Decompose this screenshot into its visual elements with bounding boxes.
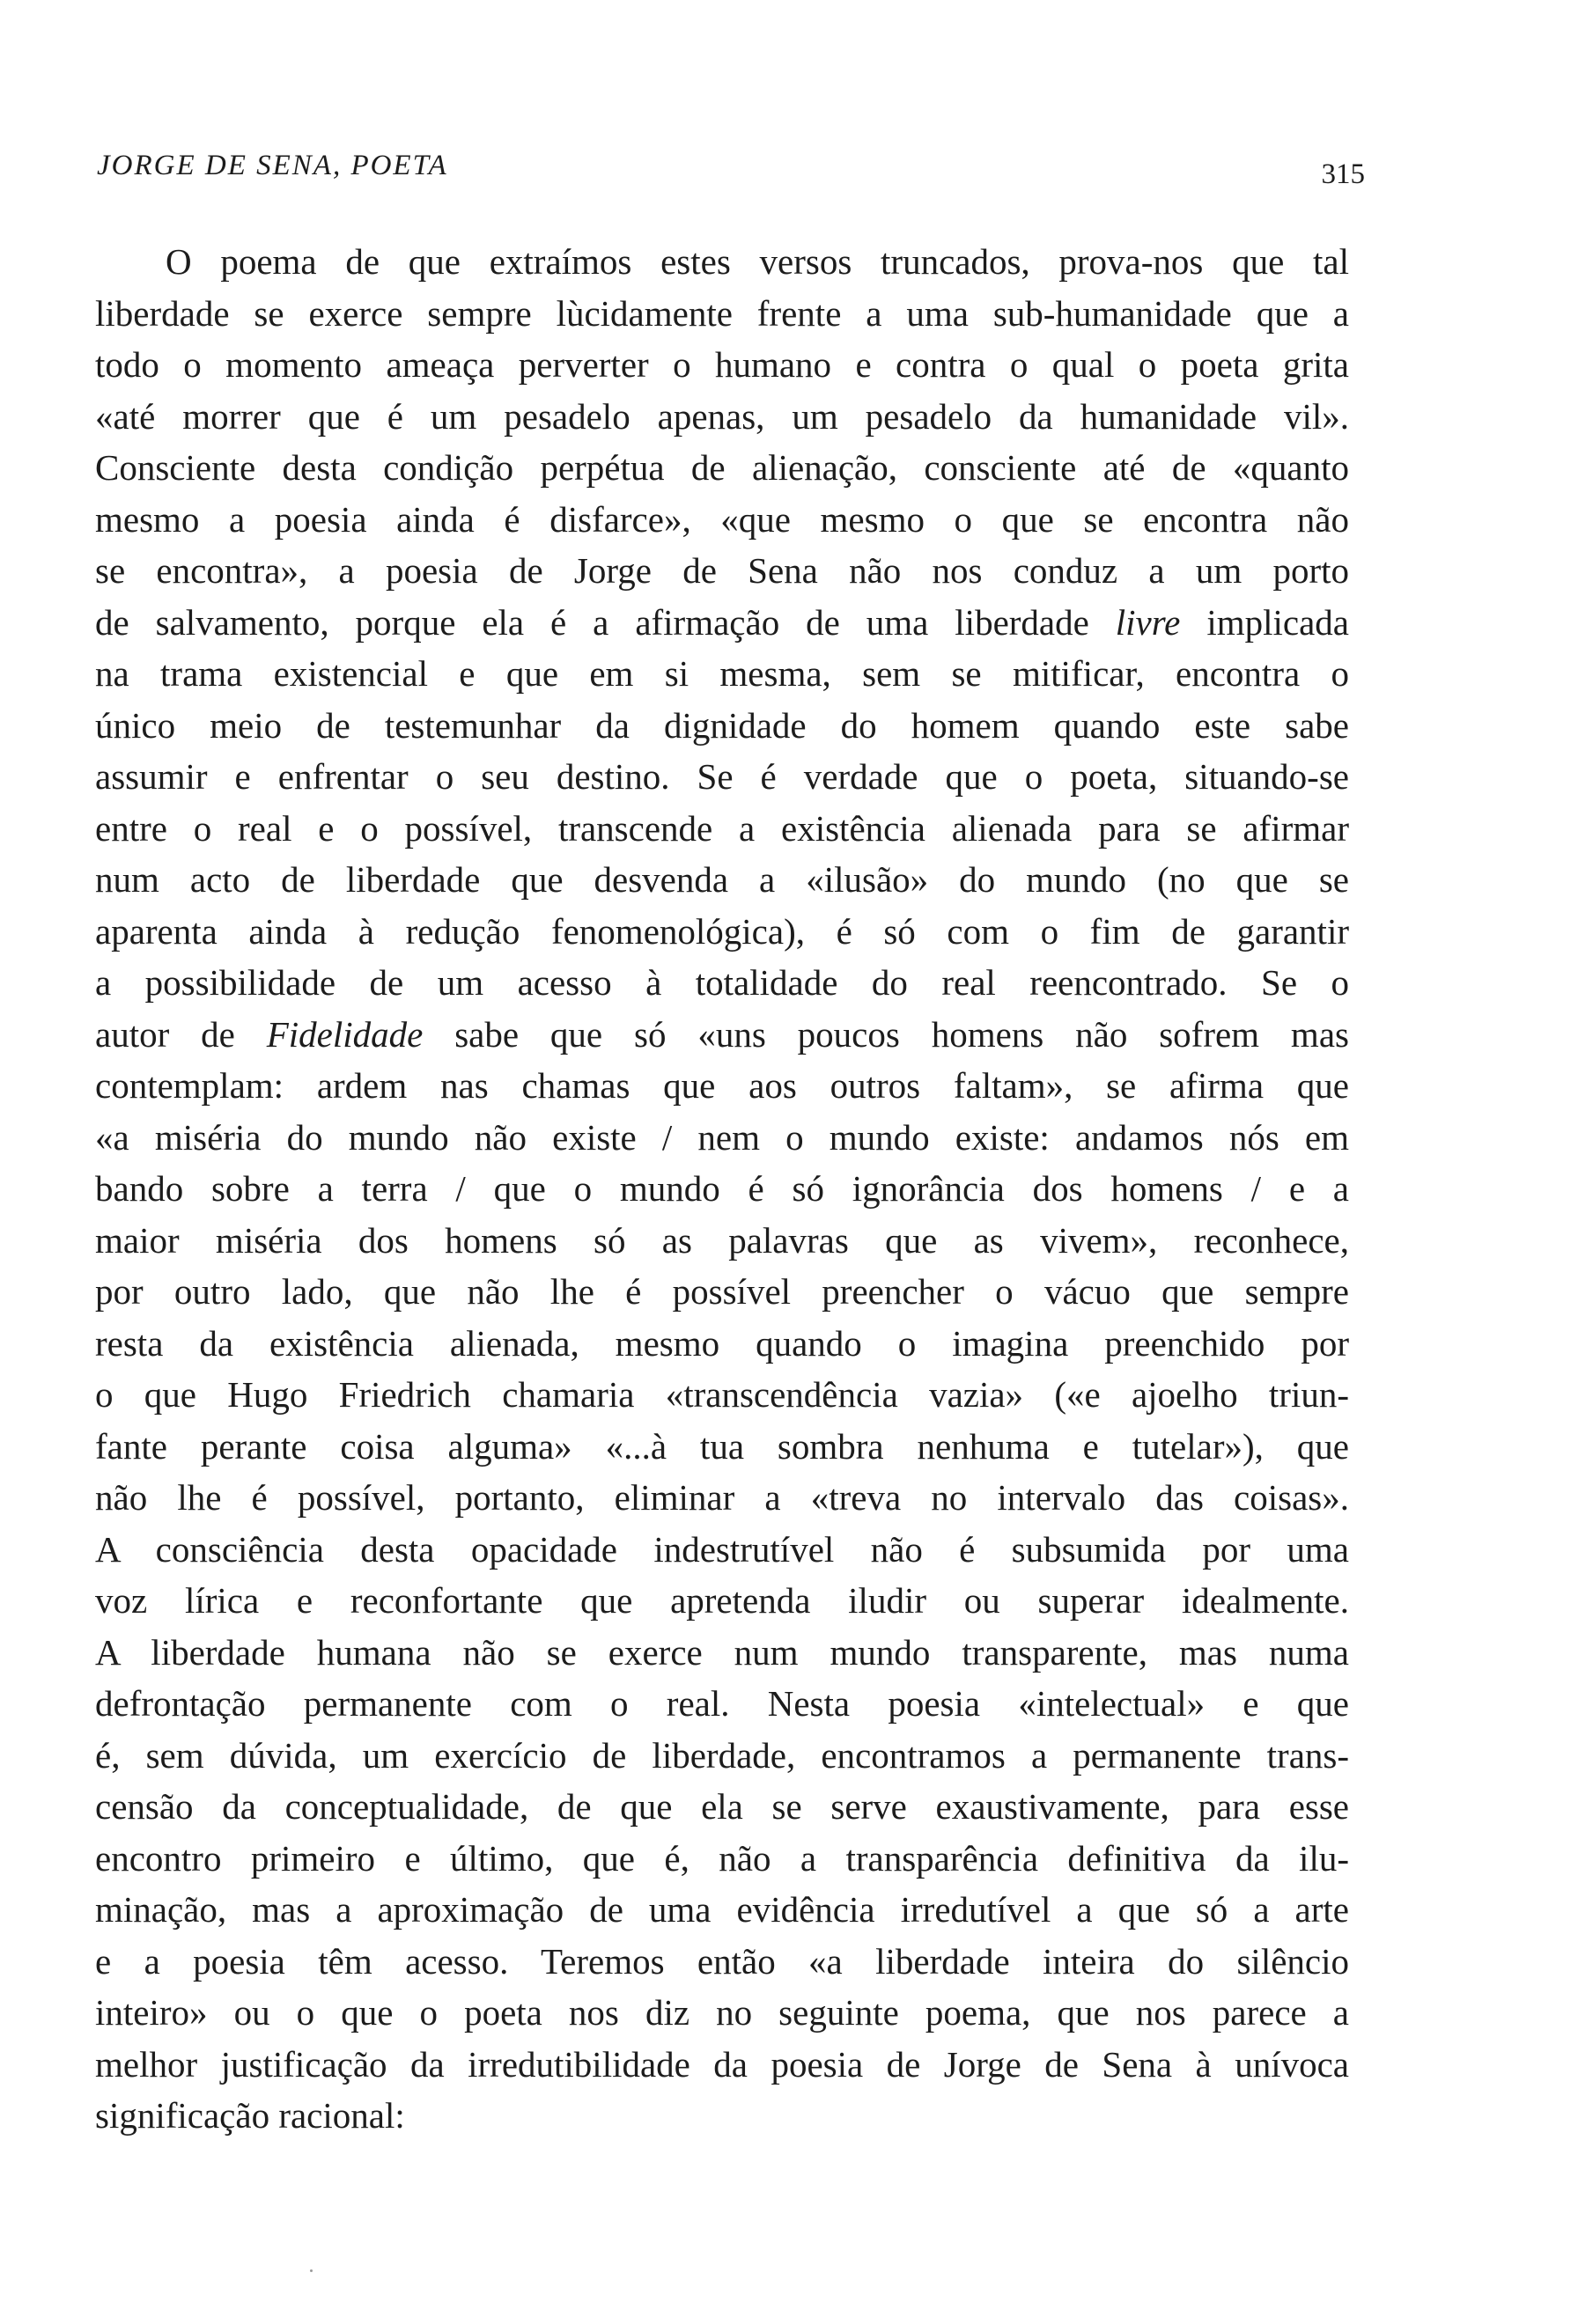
text-line — [95, 1884, 1349, 1936]
text-line — [95, 1678, 1349, 1730]
line-text: não lhe é possível, portanto, eliminar a «treva no intervalo das coisas». — [95, 1477, 1349, 1518]
text-line — [95, 648, 1349, 700]
text-line — [95, 1215, 1349, 1267]
text-line — [95, 494, 1349, 546]
text-line — [95, 1472, 1349, 1524]
line-text: maior miséria dos homens só as palavras que as vivem», reconhece, — [95, 1219, 1349, 1261]
text-line — [95, 1060, 1349, 1112]
line-text-after: sabe que só «uns poucos homens não sofrem mas — [423, 1013, 1349, 1055]
line-text: voz lírica e reconfortante que apretenda iludir ou superar idealmente. — [95, 1580, 1349, 1621]
line-text: a possibilidade de um acesso à totalidade do real reencontrado. Se o — [95, 962, 1349, 1003]
line-text: encontro primeiro e último, que é, não a transparência definitiva da ilu- — [95, 1837, 1349, 1879]
line-text: e a poesia têm acesso. Teremos então «a liberdade inteira do silêncio — [95, 1940, 1349, 1982]
text-line — [95, 288, 1349, 340]
line-text: assumir e enfrentar o seu destino. Se é verdade que o poeta, situando-se — [95, 756, 1349, 797]
line-text: A consciência desta opacidade indestrutível não é subsumida por uma — [95, 1528, 1349, 1570]
line-text: único meio de testemunhar da dignidade do homem quando este sabe — [95, 704, 1349, 746]
line-text: mesmo a poesia ainda é disfarce», «que mesmo o que se encontra não — [95, 498, 1349, 540]
line-text: o que Hugo Friedrich chamaria «transcendência vazia» («e ajoelho triun- — [95, 1374, 1349, 1415]
body-text — [95, 236, 1349, 2142]
line-text: se encontra», a poesia de Jorge de Sena não nos conduz a um porto — [95, 550, 1349, 591]
text-line — [95, 803, 1349, 855]
line-text: fante perante coisa alguma» «...à tua sombra nenhuma e tutelar»), que — [95, 1425, 1349, 1467]
text-line — [95, 854, 1349, 906]
text-line — [95, 906, 1349, 958]
text-line — [95, 957, 1349, 1009]
line-text: resta da existência alienada, mesmo quando o imagina preenchido por — [95, 1322, 1349, 1364]
line-text: «até morrer que é um pesadelo apenas, um pesadelo da humanidade vil». — [95, 395, 1349, 437]
italic-term: Fidelidade — [266, 1013, 424, 1055]
text-line — [95, 1627, 1349, 1679]
line-text: é, sem dúvida, um exercício de liberdade, encontramos a permanente trans- — [95, 1734, 1349, 1776]
line-text: contemplam: ardem nas chamas que aos outros faltam», se afirma que — [95, 1065, 1349, 1106]
line-text: liberdade se exerce sempre lùcidamente frente a uma sub-humanidade que a — [95, 292, 1349, 334]
line-text: significação racional: — [95, 2095, 405, 2136]
line-text: A liberdade humana não se exerce num mundo transparente, mas numa — [95, 1631, 1349, 1673]
text-line — [95, 236, 1349, 288]
text-line — [95, 1421, 1349, 1473]
text-line — [95, 1781, 1349, 1833]
running-title: JORGE DE SENA, POETA — [97, 150, 448, 181]
text-line — [95, 597, 1349, 649]
text-line — [95, 1987, 1349, 2039]
text-line — [95, 442, 1349, 494]
text-line — [95, 1730, 1349, 1782]
text-line — [95, 1163, 1349, 1215]
line-text: todo o momento ameaça perverter o humano e contra o qual o poeta grita — [95, 344, 1349, 385]
running-head — [97, 150, 1365, 194]
page-number: 315 — [1321, 158, 1365, 190]
line-text: aparenta ainda à redução fenomenológica), é só com o fim de garantir — [95, 910, 1349, 952]
line-text-before: autor de — [95, 1013, 267, 1055]
text-line — [95, 391, 1349, 443]
text-line — [95, 1112, 1349, 1164]
line-text: minação, mas a aproximação de uma evidência irredutível a que só a arte — [95, 1889, 1349, 1930]
text-line — [95, 1575, 1349, 1627]
line-text: «a miséria do mundo não existe / nem o mundo existe: andamos nós em — [95, 1116, 1349, 1158]
line-text: inteiro» ou o que o poeta nos diz no seguinte poema, que nos parece a — [95, 1992, 1349, 2033]
text-line — [95, 751, 1349, 803]
line-text: O poema de que extraímos estes versos truncados, prova-nos que tal — [166, 241, 1349, 282]
line-text-before: de salvamento, porque ela é a afirmação de uma liberdade — [95, 601, 1116, 643]
line-text: por outro lado, que não lhe é possível preencher o vácuo que sempre — [95, 1271, 1349, 1312]
line-text: bando sobre a terra / que o mundo é só ignorância dos homens / e a — [95, 1168, 1349, 1209]
text-line — [95, 2039, 1349, 2091]
text-line — [95, 1524, 1349, 1576]
line-text: melhor justificação da irredutibilidade da poesia de Jorge de Sena à unívoca — [95, 2043, 1349, 2085]
scan-speck — [310, 2269, 313, 2272]
line-text: Consciente desta condição perpétua de alienação, consciente até de «quanto — [95, 447, 1349, 488]
line-text: entre o real e o possível, transcende a existência alienada para se afirmar — [95, 807, 1349, 849]
line-text-after: implicada — [1180, 601, 1349, 643]
line-text: censão da conceptualidade, de que ela se serve exaustivamente, para esse — [95, 1786, 1349, 1827]
line-text: na trama existencial e que em si mesma, sem se mitificar, encontra o — [95, 653, 1349, 694]
text-line — [95, 1318, 1349, 1370]
text-line — [95, 1369, 1349, 1421]
text-line — [95, 1009, 1349, 1061]
line-text: defrontação permanente com o real. Nesta poesia «intelectual» e que — [95, 1683, 1349, 1724]
text-line — [95, 1266, 1349, 1318]
text-line — [95, 2090, 1349, 2142]
text-line — [95, 339, 1349, 391]
text-line — [95, 1936, 1349, 1988]
text-line — [95, 545, 1349, 597]
text-line — [95, 1833, 1349, 1885]
text-line — [95, 700, 1349, 752]
italic-term: livre — [1115, 601, 1181, 643]
line-text: num acto de liberdade que desvenda a «ilusão» do mundo (no que se — [95, 859, 1349, 900]
